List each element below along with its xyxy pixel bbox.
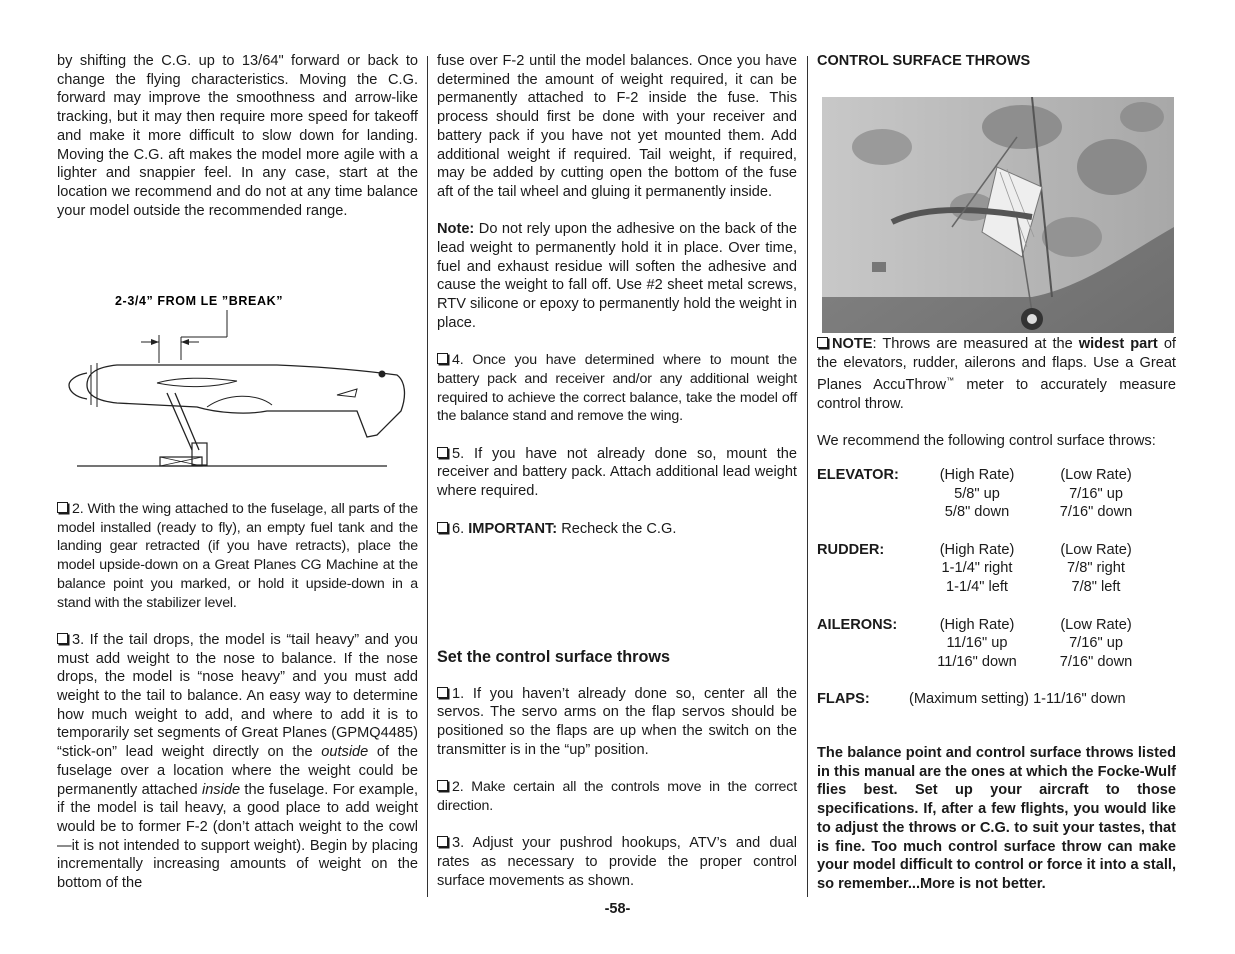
checkbox-icon[interactable]: [57, 502, 68, 513]
paragraph-step-4: 4. Once you have determined where to mount the battery pack and receiver and/or any additional weight required to achieve the correct balance, take the model off the balance stand and remove the wing.: [437, 352, 797, 425]
checkbox-icon[interactable]: [437, 687, 448, 698]
paragraph-fuse-weight: fuse over F-2 until the model balances. Once you have determined the amount of weight required, it can be permanently attached to F-2 inside the fuse. This process should first be done with your receiver and battery pack if you have not yet mounted them. Add additional weight if required. Tail weight, if required, may be added by cutting open the bottom of the fuse aft of the tail wheel and gluing it permanently inside.: [437, 53, 797, 200]
paragraph-throws-step-2: 2. Make certain all the controls move in the correct direction.: [437, 779, 797, 814]
checkbox-icon[interactable]: [817, 337, 828, 348]
section-heading: Set the control surface throws: [437, 648, 670, 666]
airplane-balance-diagram: [57, 285, 418, 485]
column-1: [57, 52, 418, 239]
checkbox-icon[interactable]: [437, 522, 448, 533]
checkbox-icon[interactable]: [437, 447, 448, 458]
rudder-row: RUDDER: (High Rate) (Low Rate): [817, 541, 1132, 558]
diagram-label: 2-3/4” FROM LE ”BREAK”: [115, 294, 284, 308]
paragraph-note: Note: Do not rely upon the adhesive on the back of the lead weight to permanently hold it in place. Over time, fuel and exhaust residue will soften the adhesive and cause the weight to fall off. Use #2 sheet metal screws, RTV silicone or epoxy to permanently hold the weight in place.: [437, 221, 797, 331]
paragraph-throws-note: NOTE: Throws are measured at the widest part of the elevators, rudder, ailerons and flaps. Use a Great Planes AccuThrow™ meter to accurately measure control throw.: [817, 336, 1176, 412]
paragraph-throws-step-3: 3. Adjust your pushrod hookups, ATV’s and dual rates as necessary to provide the proper control surface movements as shown.: [437, 835, 797, 889]
cg-diagram: [57, 285, 418, 485]
column-divider-right: [807, 56, 808, 897]
paragraph-cg-shift: by shifting the C.G. up to 13/64" forward or back to change the flying characteristics. Moving the C.G. forward may improve the smoothness and arrow-like tracking, but it may then require more speed for takeoff and make it more difficult to slow down for landing. Moving the C.G. aft makes the model more agile with a lighter and snappier feel. In any case, start at the location we recommend and do not at any time balance your model outside the recommended range.: [57, 53, 418, 219]
checkbox-icon[interactable]: [57, 633, 68, 644]
column-2: [437, 52, 797, 557]
column-2-lower: [437, 648, 797, 909]
section-title: CONTROL SURFACE THROWS: [817, 53, 1031, 69]
checkbox-icon[interactable]: [437, 836, 448, 847]
closing-paragraph: The balance point and control surface throws listed in this manual are the ones at which the Focke-Wulf flies best. Set up your aircraft to those specifications. If, after a few flights, you would like to adjust the throws or C.G. to suit your tastes, that is fine. Too much control surface throw can make your model difficult to control or force it into a stall, so remember...More is not better.: [817, 745, 1176, 892]
page-number: -58-: [604, 901, 631, 917]
paragraph-step-5: 5. If you have not already done so, mount the receiver and battery pack. Attach additional lead weight where required.: [437, 445, 797, 500]
throws-table: ELEVATOR: (High Rate) (Low Rate) 5/8" up 7/16" up 5/8" down 7/16" down RUDDER: (High Rate) (Low Rate) 1-1/4" right 7/8" right 1-1/4" left 7/8" left AILERONS: (High Rate) (Low Rate) 11/16" up 7/16" up 11/16" down 7/16" down FLAPS: (Maximum setting) 1-11/16" down: [817, 466, 1176, 709]
flaps-row: FLAPS: (Maximum setting) 1-11/16" down: [817, 691, 1126, 708]
paragraph-throws-step-1: 1. If you haven’t already done so, center all the servos. The servo arms on the flap servos should be positioned so the flaps are up when the switch on the transmitter is in the “up” position.: [437, 685, 797, 758]
checkbox-icon[interactable]: [437, 780, 448, 791]
ailerons-row: AILERONS: (High Rate) (Low Rate): [817, 616, 1132, 633]
paragraph-step-2: 2. With the wing attached to the fuselage, all parts of the model installed (ready to fly), an empty fuel tank and the landing gear retracted (if you have retracts), place the model upside-down on a Great Planes CG Machine at the balance point you marked, or hold it upside-down in a stand with the stabilizer level.: [57, 501, 418, 611]
paragraph-step-3: 3. If the tail drops, the model is “tail heavy” and you must add weight to the nose to balance. If the nose drops, the model is “nose heavy” and you must add weight to the tail to balance. An easy way to determine how much weight to add, and where to add it is to temporarily set segments of Great Planes (GPMQ4485) “stick-on” lead weight directly on the outside of the fuselage over a location where the weight could be permanently attached inside the fuselage. For example, if the model is tail heavy, a good place to add weight would be to former F-2 (don’t attach weight to the cowl—it is not intended to support weight). Begin by placing incrementally increasing amounts of weight on the bottom of the: [57, 631, 419, 892]
column-3-notes: [817, 335, 1176, 470]
paragraph-recommend: We recommend the following control surface throws:: [817, 433, 1156, 450]
column-divider-left: [427, 56, 428, 897]
column-3: [817, 52, 1176, 87]
accuthrow-photo: [822, 97, 1174, 333]
photo-image: [822, 97, 1174, 333]
checkbox-icon[interactable]: [437, 353, 448, 364]
elevator-row: ELEVATOR: (High Rate) (Low Rate): [817, 467, 1132, 483]
paragraph-step-6: 6. IMPORTANT: Recheck the C.G.: [437, 520, 797, 539]
column-1-lower: [57, 500, 418, 911]
